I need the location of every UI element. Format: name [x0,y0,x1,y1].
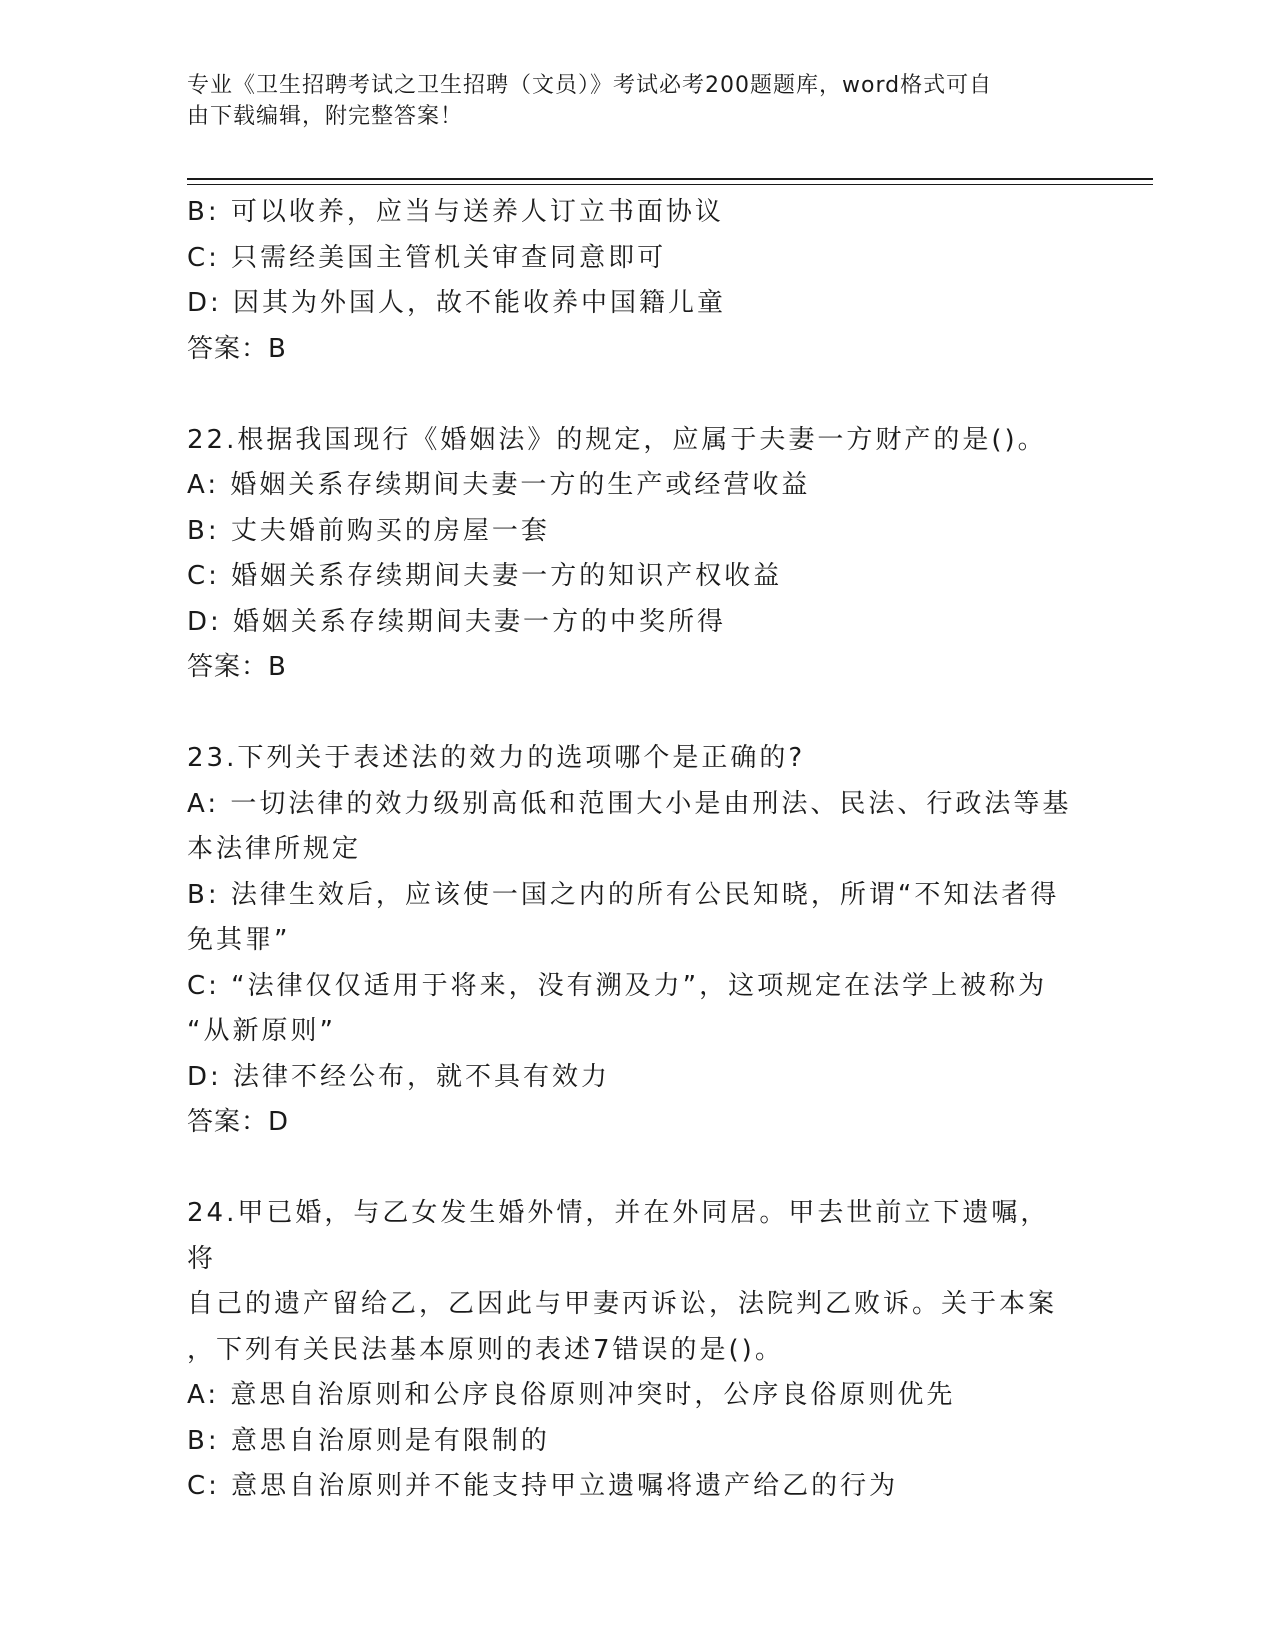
document-header [187,70,1067,132]
q22-option-a: A: 婚姻关系存续期间夫妻一方的生产或经营收益 [187,470,811,500]
q24-question-line-2: 自己的遗产留给乙，乙因此与甲妻丙诉讼，法院判乙败诉。关于本案 [187,1289,1058,1319]
spacer [187,1146,1077,1192]
q21-option-c: C: 只需经美国主管机关审查同意即可 [187,242,667,273]
header-line-2: 由下载编辑，附完整答案！ [187,104,464,129]
question-24-block [187,1191,1077,1510]
header-rule-thick [187,178,1153,180]
q23-option-b-line-1: B: 法律生效后，应该使一国之内的所有公民知晓，所谓“不知法者得 [187,879,1060,910]
q22-option-d: D: 婚姻关系存续期间夫妻一方的中奖所得 [187,606,727,637]
q24-question-line-3: ，下列有关民法基本原则的表述7错误的是()。 [187,1334,784,1365]
q23-option-d: D: 法律不经公布，就不具有效力 [187,1061,611,1092]
q23-option-a-line-1: A: 一切法律的效力级别高低和范围大小是由刑法、民法、行政法等基 [187,788,1072,819]
q23-option-c-line-1: C: “法律仅仅适用于将来，没有溯及力”，这项规定在法学上被称为 [187,970,1048,1001]
question-23-block [187,736,1077,1146]
q24-option-a: A: 意思自治原则和公序良俗原则冲突时，公序良俗原则优先 [187,1380,956,1410]
q24-question-line-1: 24.甲已婚，与乙女发生婚外情，并在外同居。甲去世前立下遗嘱，将 [187,1198,1050,1274]
q23-answer: 答案：D [187,1107,290,1137]
q23-option-c-line-2: “从新原则” [187,1016,336,1046]
q24-option-b: B: 意思自治原则是有限制的 [187,1425,550,1456]
q22-question: 22.根据我国现行《婚姻法》的规定，应属于夫妻一方财产的是()。 [187,424,1047,455]
q24-option-c: C: 意思自治原则并不能支持甲立遗嘱将遗产给乙的行为 [187,1471,899,1501]
q23-option-a-line-2: 本法律所规定 [187,834,362,864]
q23-question: 23.下列关于表述法的效力的选项哪个是正确的? [187,743,806,773]
q21-answer: 答案：B [187,333,287,364]
q22-option-b: B: 丈夫婚前购买的房屋一套 [187,515,550,546]
header-rule-thin [187,184,1153,185]
q21-option-b: B: 可以收养，应当与送养人订立书面协议 [187,197,724,227]
question-21-block [187,190,1077,372]
document-body [187,190,1077,1510]
q22-option-c: C: 婚姻关系存续期间夫妻一方的知识产权收益 [187,561,783,591]
q22-answer: 答案：B [187,652,287,682]
spacer [187,691,1077,737]
spacer [187,372,1077,418]
q23-option-b-line-2: 免其罪” [187,925,291,955]
header-line-1: 专业《卫生招聘考试之卫生招聘（文员）》考试必考200题题库，word格式可自 [187,73,993,98]
q21-option-d: D: 因其为外国人，故不能收养中国籍儿童 [187,288,727,318]
question-22-block [187,418,1077,691]
